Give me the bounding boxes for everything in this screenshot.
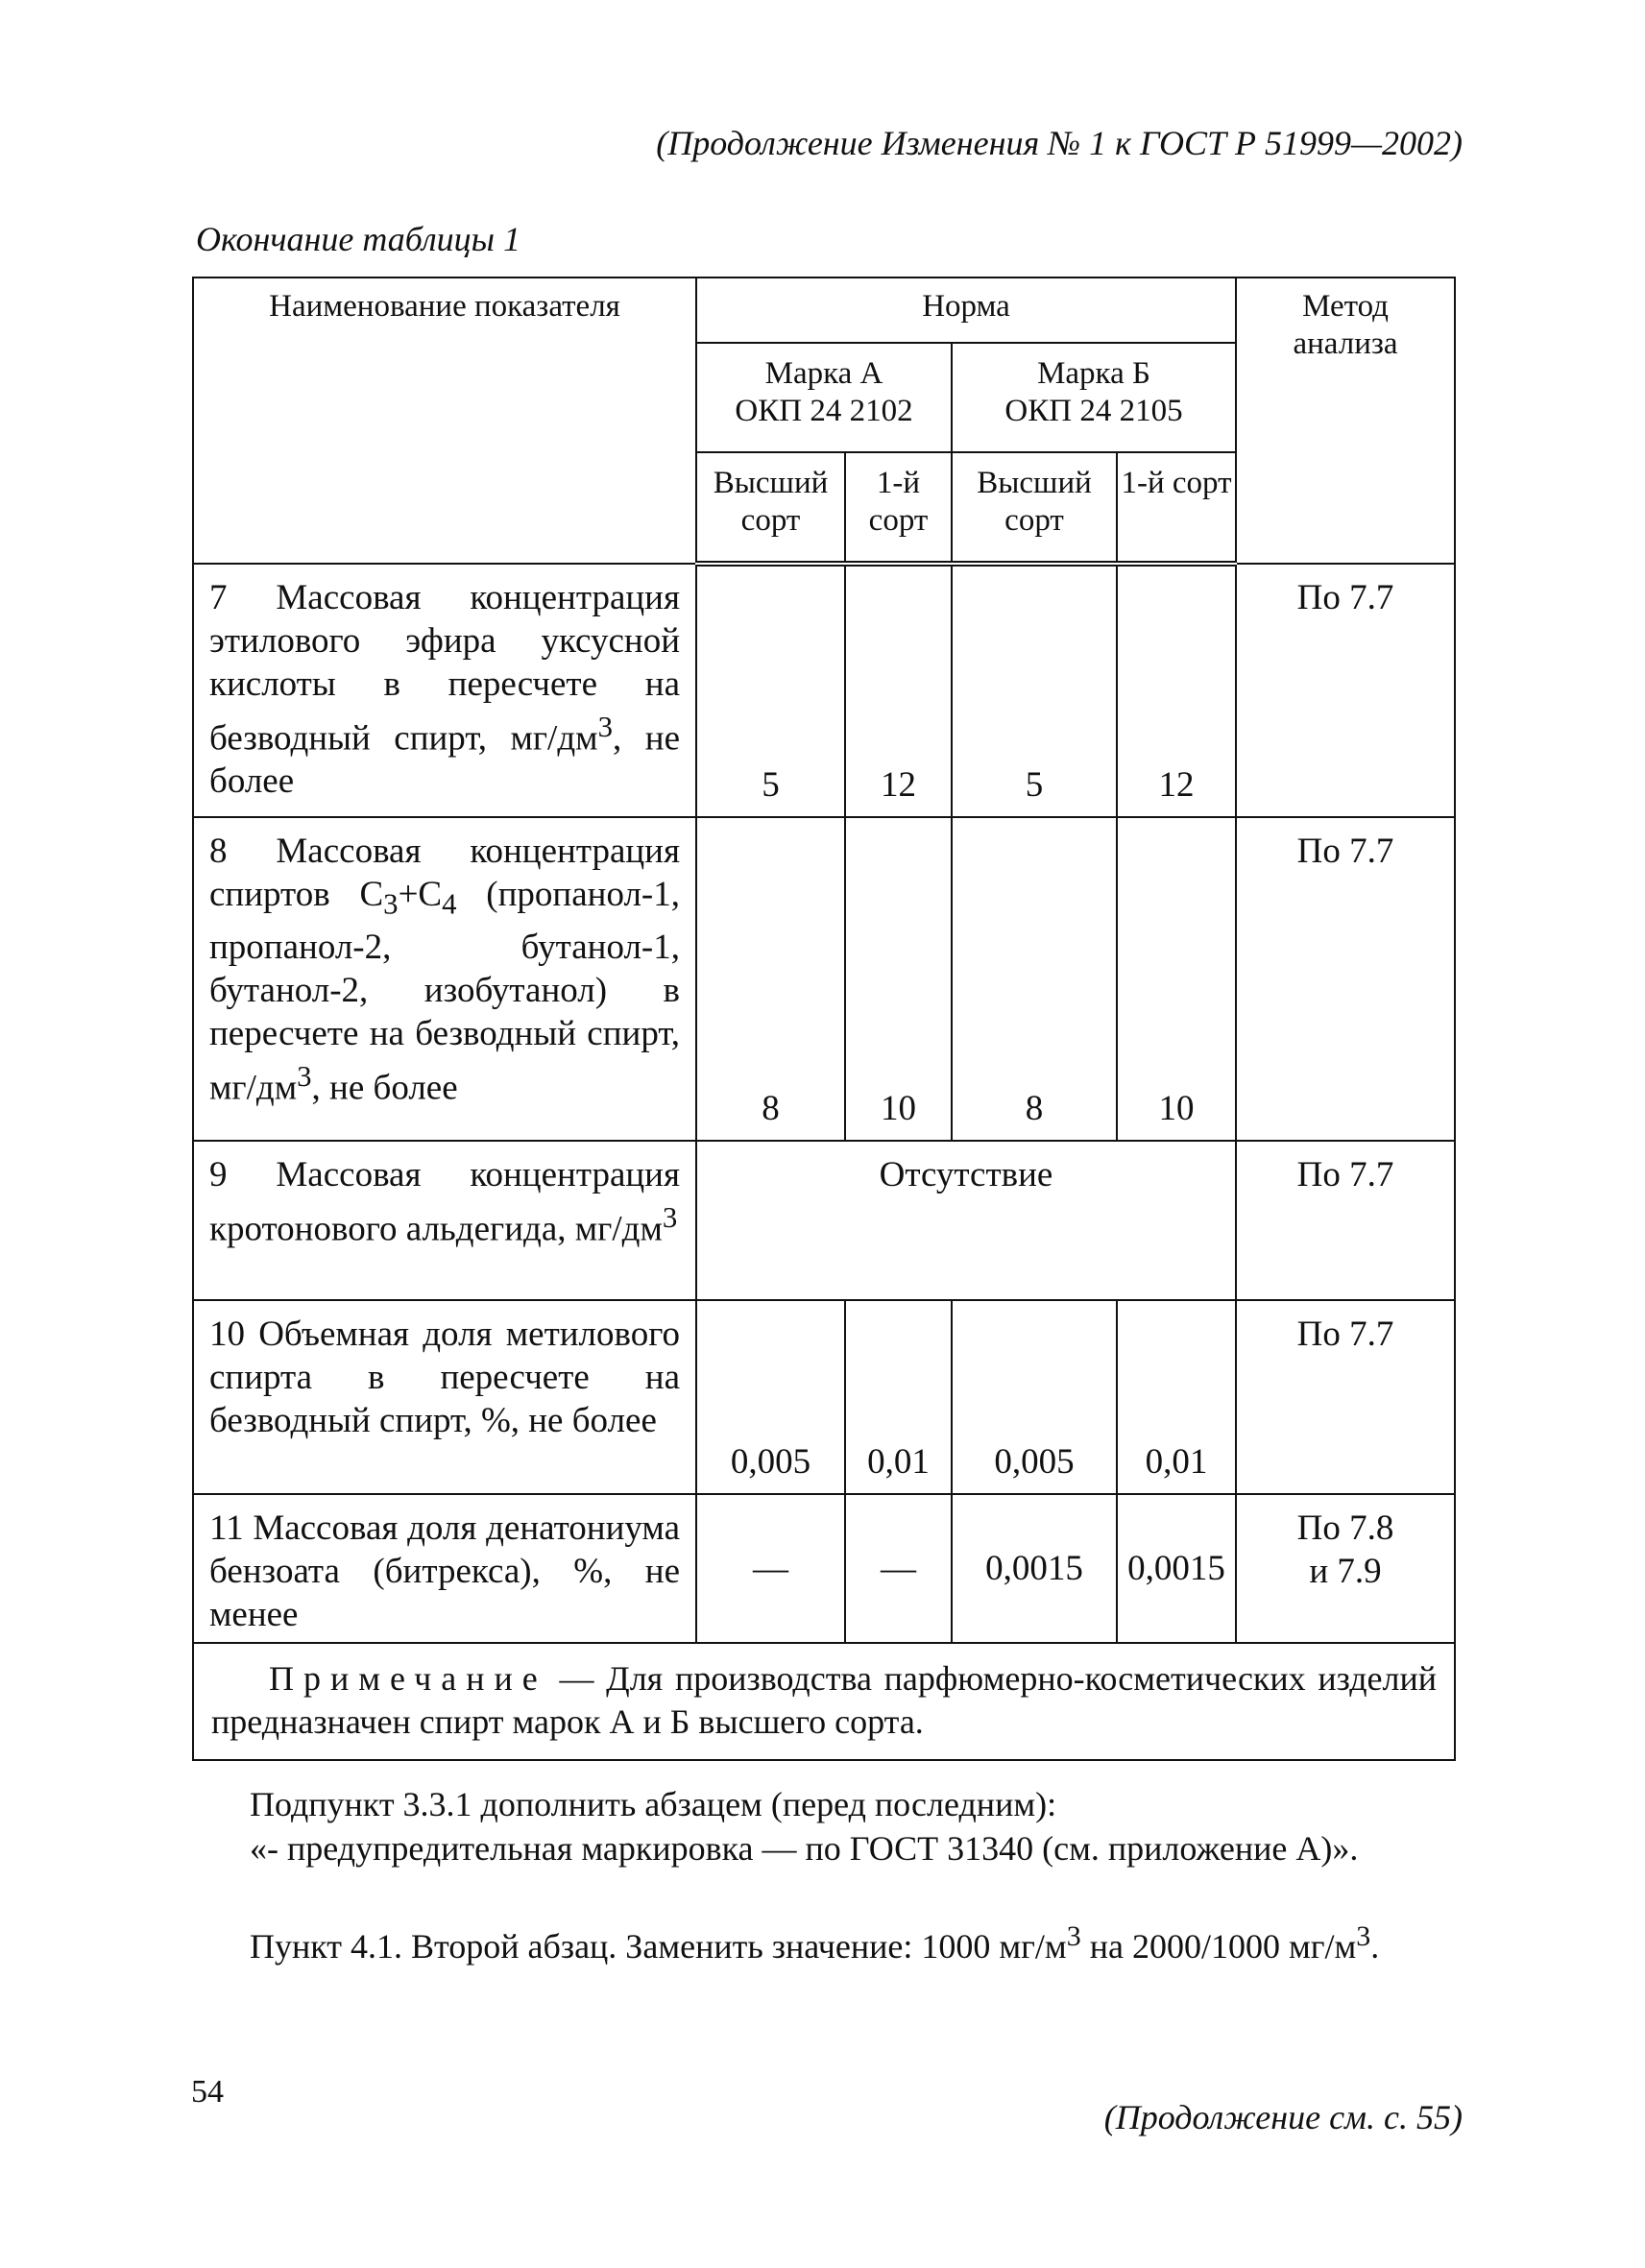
- value-b-top: 0,005: [952, 1300, 1117, 1494]
- note-text: — Для производства парфюмерно-косметических изделий предназначен спирт марок А и Б высшего сорта.: [211, 1659, 1438, 1741]
- spec-table: [192, 277, 1456, 1761]
- table-row: [193, 1141, 1455, 1300]
- method-ref: По 7.7: [1236, 564, 1455, 817]
- brand-a-code: ОКП 24 2102: [735, 394, 913, 428]
- col-header-a-top-grade: Высший сорт: [696, 452, 845, 564]
- col-header-b-first-grade: 1-й сорт: [1117, 452, 1236, 564]
- col-header-brand-b: [952, 343, 1236, 452]
- row-name: 7 Массовая концентрация этилового эфира уксусной кислоты в пересчете на безводный спирт, $мг/дм^3$, не более: [193, 564, 696, 817]
- row-name: 11 Массовая доля денатониума бензоата (битрекса), %, не менее: [193, 1494, 696, 1643]
- row-name: 9 Массовая концентрация кротонового альдегида, $мг/дм^3$: [193, 1141, 696, 1300]
- col-header-brand-a: [696, 343, 952, 452]
- col-header-method: Метод анализа: [1236, 277, 1455, 564]
- value-a-top: 0,005: [696, 1300, 845, 1494]
- table-header-row: [193, 277, 1455, 343]
- value-a-first: 0,01: [845, 1300, 952, 1494]
- method-ref: По 7.7: [1236, 817, 1455, 1141]
- value-a-top: 5: [696, 564, 845, 817]
- col-header-name: Наименование показателя: [193, 277, 696, 564]
- table-row: [193, 817, 1455, 1141]
- value-a-first: —: [845, 1494, 952, 1643]
- value-a-top: 8: [696, 817, 845, 1141]
- row-name: 10 Объемная доля метилового спирта в пересчете на безводный спирт, %, не более: [193, 1300, 696, 1494]
- col-header-norm: Норма: [696, 277, 1236, 343]
- value-b-top: 5: [952, 564, 1117, 817]
- method-ref: По 7.7: [1236, 1141, 1455, 1300]
- brand-b-code: ОКП 24 2105: [1004, 394, 1183, 428]
- col-header-b-top-grade: Высший сорт: [952, 452, 1117, 564]
- document-header: (Продолжение Изменения № 1 к ГОСТ Р 51999—2002): [656, 124, 1463, 162]
- table-caption: Окончание таблицы 1: [196, 220, 521, 258]
- table-note-row: [193, 1643, 1455, 1760]
- continuation-note: (Продолжение см. с. 55): [1103, 2098, 1463, 2136]
- table-row: [193, 1300, 1455, 1494]
- method-ref: По 7.8 и 7.9: [1236, 1494, 1455, 1643]
- value-b-first: 10: [1117, 817, 1236, 1141]
- table-row: [193, 1494, 1455, 1643]
- page-number: 54: [191, 2074, 224, 2110]
- method-ref: По 7.7: [1236, 1300, 1455, 1494]
- table-note: [193, 1643, 1455, 1760]
- value-a-first: 10: [845, 817, 952, 1141]
- value-a-top: —: [696, 1494, 845, 1643]
- note-label: Примечание: [269, 1659, 547, 1698]
- value-a-first: 12: [845, 564, 952, 817]
- value-b-first: 0,01: [1117, 1300, 1236, 1494]
- table-row: [193, 564, 1455, 817]
- value-b-first: 0,0015: [1117, 1494, 1236, 1643]
- brand-a-name: Марка А: [764, 356, 883, 391]
- value-b-top: 0,0015: [952, 1494, 1117, 1643]
- value-merged: Отсутствие: [696, 1141, 1236, 1300]
- paragraph-marking: «- предупредительная маркировка — по ГОСТ 31340 (см. приложение А)».: [250, 1829, 1359, 1868]
- brand-b-name: Марка Б: [1037, 356, 1150, 391]
- value-b-first: 12: [1117, 564, 1236, 817]
- col-header-a-first-grade: 1-й сорт: [845, 452, 952, 564]
- paragraph-subclause: Подпункт 3.3.1 дополнить абзацем (перед последним):: [250, 1785, 1057, 1823]
- paragraph-clause-4-1: Пункт 4.1. Второй абзац. Заменить значение: 1000 $мг/м^3$ на 2000/1000 $мг/м^3$.: [250, 1920, 1380, 1966]
- value-b-top: 8: [952, 817, 1117, 1141]
- row-name: 8 Массовая концентрация спиртов $С_3+С_4$ (пропанол-1, пропанол-2, бутанол-1, бутанол-2, изобутанол) в пересчете на безводный спирт, $мг/дм^3$, не более: [193, 817, 696, 1141]
